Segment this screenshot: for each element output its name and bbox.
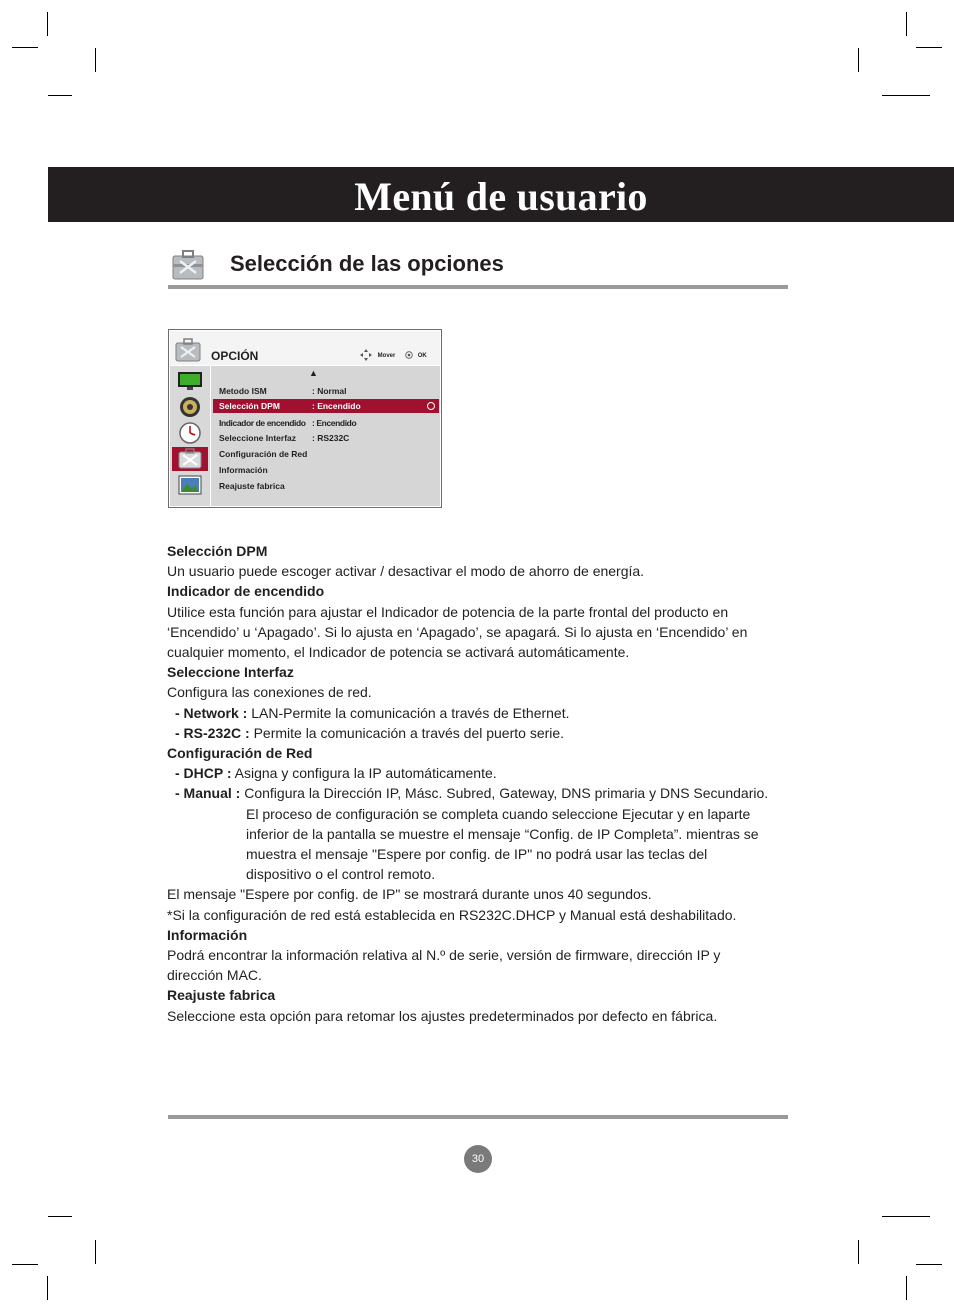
osd-sidebar [170, 366, 210, 506]
dhcp-item [167, 763, 797, 783]
interface-text: Configura las conexiones de red. [167, 684, 372, 701]
osd-row-label: Selección DPM [219, 401, 280, 411]
crop-mark [12, 47, 38, 48]
osd-side-time[interactable] [172, 421, 208, 445]
network-key: - Network : [175, 704, 248, 721]
osd-side-picture[interactable] [172, 473, 208, 497]
crop-mark [95, 48, 96, 72]
section-divider [168, 285, 788, 289]
crop-mark [48, 95, 72, 96]
osd-side-screen[interactable] [172, 369, 208, 393]
osd-row-info[interactable] [219, 465, 268, 475]
crop-mark [906, 12, 907, 36]
osd-row-network[interactable] [219, 449, 307, 459]
osd-row-label: Reajuste fabrica [219, 481, 285, 491]
crop-mark [858, 1240, 859, 1264]
network-item [167, 703, 797, 723]
dhcp-key: - DHCP : [175, 765, 232, 782]
osd-nav-hint [360, 349, 427, 363]
crop-mark [916, 47, 942, 48]
manual-line: inferior de la pantalla se muestre el mensaje “Config. de IP Completa”. mientras se [246, 825, 759, 842]
clock-icon [172, 421, 208, 445]
osd-row-value: : Encendido [312, 418, 357, 428]
osd-options-panel [211, 366, 440, 506]
rs232c-item [167, 723, 797, 743]
manual-key: - Manual : [175, 785, 241, 802]
osd-menu [168, 329, 442, 508]
manual-item [167, 783, 797, 803]
audio-icon [172, 395, 208, 419]
rs232c-key: - RS-232C : [175, 724, 250, 741]
osd-row-label: Indicador de encendido [219, 418, 306, 428]
crop-mark [47, 12, 48, 36]
manual-line: El proceso de configuración se completa cuando seleccione Ejecutar y en laparte [246, 805, 751, 822]
screen-icon [172, 369, 208, 393]
crop-mark [47, 1276, 48, 1300]
page-title-bar [48, 167, 954, 222]
section-title: Selección de las opciones [230, 251, 504, 276]
network-value: LAN-Permite la comunicación a través de Ethernet. [247, 704, 570, 721]
osd-row-label: Configuración de Red [219, 449, 308, 459]
osd-side-option[interactable] [172, 447, 208, 471]
osd-row-value: : Normal [312, 386, 347, 396]
body-text [167, 541, 797, 1026]
indicator-text: Utilice esta función para ajustar el Indicador de potencia de la parte frontal del producto en ‘Encendido’ u ‘Apagado’. Si lo ajusta en ‘Apagado’, se apagará. Si lo ajusta en ‘Encendido’ en cualquier momento, el Indicador de potencia se activará automáticamente. [167, 603, 748, 661]
crop-mark [906, 1276, 907, 1300]
osd-row-dpm[interactable] [213, 399, 439, 413]
indicator-heading: Indicador de encendido [167, 583, 325, 600]
osd-row-label: Seleccione Interfaz [219, 433, 297, 443]
toolbox-icon [172, 447, 208, 471]
manual-line: dispositivo o el control remoto. [246, 866, 436, 883]
ok-icon [427, 402, 435, 410]
osd-row-interface[interactable] [219, 433, 350, 443]
dpm-text: Un usuario puede escoger activar / desactivar el modo de ahorro de energía. [167, 563, 645, 580]
crop-mark [95, 1240, 96, 1264]
info-text: Podrá encontrar la información relativa al N.º de serie, versión de firmware, dirección IP y dirección MAC. [167, 947, 721, 984]
move-arrows-icon [360, 349, 372, 363]
osd-row-ism[interactable] [219, 386, 347, 396]
crop-mark [858, 48, 859, 72]
picture-icon [172, 473, 208, 497]
osd-title: OPCIÓN [211, 349, 259, 363]
crop-mark [916, 1264, 942, 1265]
crop-mark [882, 95, 930, 96]
crop-mark [12, 1264, 38, 1265]
rs232c-value: Permite la comunicación a través del puerto serie. [249, 724, 565, 741]
osd-row-label: Información [219, 465, 268, 475]
osd-row-label: Metodo ISM [219, 386, 267, 396]
osd-row-value: : RS232C [312, 433, 350, 443]
manual-line: muestra el mensaje "Espere por config. de IP" no podrá usar las teclas del [246, 846, 708, 863]
dhcp-value: Asigna y configura la IP automáticamente. [231, 765, 497, 782]
page-number: 30 [464, 1145, 492, 1173]
manual-value: Configura la Dirección IP, Másc. Subred, Gateway, DNS primaria y DNS Secundario. [240, 785, 769, 802]
ok-button-icon [405, 351, 413, 361]
osd-row-indicator[interactable] [219, 418, 357, 428]
scroll-up-icon[interactable]: ▲ [309, 368, 318, 378]
toolbox-icon [172, 249, 204, 281]
toolbox-icon [175, 338, 201, 362]
osd-nav-move: Mover [377, 353, 396, 359]
dpm-heading: Selección DPM [167, 543, 268, 559]
network-config-heading: Configuración de Red [167, 745, 313, 762]
rs232c-note: *Si la configuración de red está establecida en RS232C.DHCP y Manual está deshabilitado. [167, 906, 737, 923]
osd-nav-ok: OK [417, 353, 427, 359]
osd-row-reset[interactable] [219, 481, 285, 491]
reset-text: Seleccione esta opción para retomar los ajustes predeterminados por defecto en fábrica. [167, 1007, 718, 1024]
page-title: Menú de usuario [354, 174, 648, 219]
reset-heading: Reajuste fabrica [167, 987, 276, 1004]
info-heading: Información [167, 926, 248, 943]
osd-side-audio[interactable] [172, 395, 208, 419]
crop-mark [48, 1216, 72, 1217]
crop-mark [882, 1216, 930, 1217]
wait-message: El mensaje "Espere por config. de IP" se mostrará durante unos 40 segundos. [167, 886, 652, 903]
interface-heading: Seleccione Interfaz [167, 664, 294, 681]
footer-divider [168, 1115, 788, 1119]
osd-row-value: : Encendido [312, 401, 361, 411]
osd-header [170, 331, 440, 365]
